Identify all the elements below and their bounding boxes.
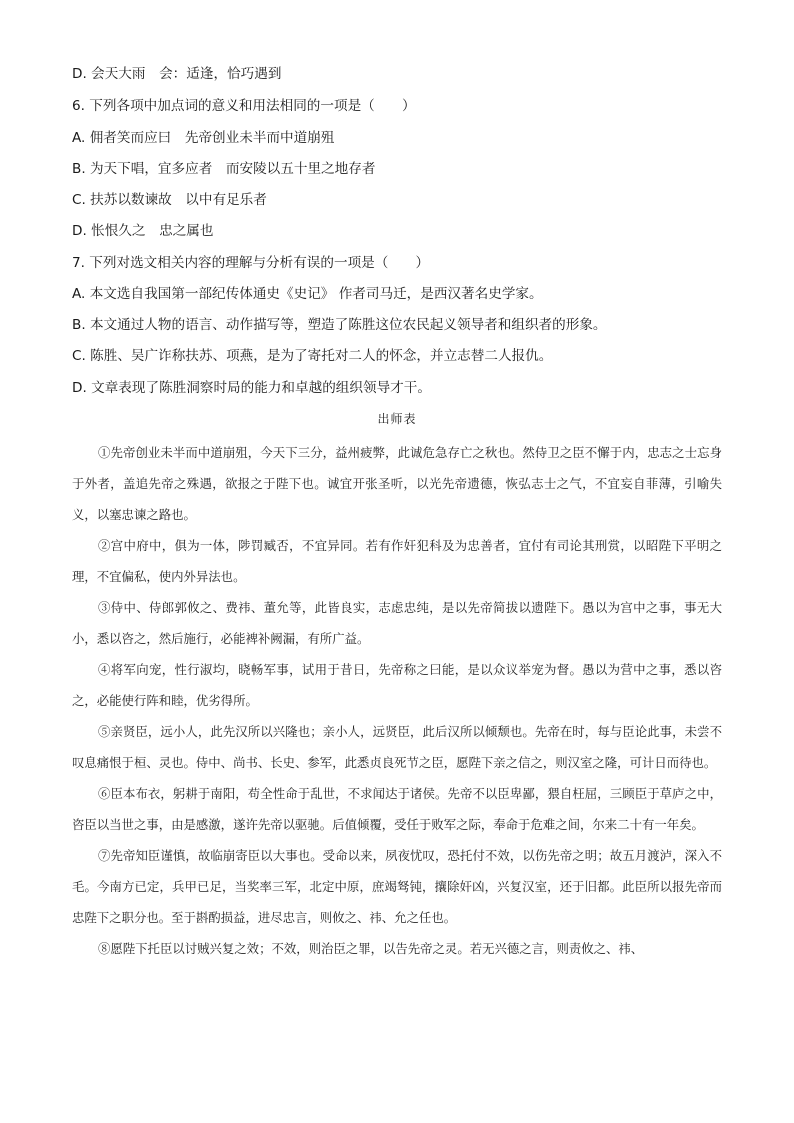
paragraph-6: ⑥臣本布衣，躬耕于南阳，苟全性命于乱世，不求闻达于诸侯。先帝不以臣卑鄙，猥自枉屈，三顾臣于草庐之中，咨臣以当世之事，由是感激，遂许先帝以驱驰。后值倾覆，受任于败军之际，奉命于危难之间，尔来二十有一年矣。 bbox=[72, 786, 722, 832]
paragraph-5: ⑤亲贤臣，远小人，此先汉所以兴隆也；亲小人，远贤臣，此后汉所以倾颓也。先帝在时，每与臣论此事，未尝不叹息痛恨于桓、灵也。侍中、尚书、长史、参军，此悉贞良死节之臣，愿陛下亲之信之，则汉室之隆，可计日而待也。 bbox=[72, 724, 722, 770]
q7-stem: 7. 下列对选文相关内容的理解与分析有误的一项是（ ） bbox=[72, 255, 430, 271]
q7-option-a: A. 本文选自我国第一部纪传体通史《史记》 作者司马迁，是西汉著名史学家。 bbox=[72, 286, 543, 302]
q6-option-c: C. 扶苏以数谏故 以中有足乐者 bbox=[72, 192, 267, 208]
q7-option-c: C. 陈胜、吴广诈称扶苏、项燕，是为了寄托对二人的怀念，并立志替二人报仇。 bbox=[72, 348, 553, 364]
q6-option-b: B. 为天下唱，宜多应者 而安陵以五十里之地存者 bbox=[72, 161, 376, 177]
paragraph-7: ⑦先帝知臣谨慎，故临崩寄臣以大事也。受命以来，夙夜忧叹，恐托付不效，以伤先帝之明；故五月渡泸，深入不毛。今南方已定，兵甲已足，当奖率三军，北定中原，庶竭驽钝，攘除奸凶，兴复汉室，还于旧都。此臣所以报先帝而忠陛下之职分也。至于斟酌损益，进尽忠言，则攸之、祎、允之任也。 bbox=[72, 848, 722, 925]
q6-stem: 6. 下列各项中加点词的意义和用法相同的一项是（ ） bbox=[72, 98, 416, 114]
passage-body bbox=[72, 437, 722, 964]
q7-option-d: D. 文章表现了陈胜洞察时局的能力和卓越的组织领导才干。 bbox=[72, 380, 431, 396]
q7-option-b: B. 本文通过人物的语言、动作描写等，塑造了陈胜这位农民起义领导者和组织者的形象。 bbox=[72, 317, 607, 333]
paragraph-2: ②宫中府中，俱为一体，陟罚臧否，不宜异同。若有作奸犯科及为忠善者，宜付有司论其刑赏，以昭陛下平明之理，不宜偏私，使内外异法也。 bbox=[72, 538, 722, 584]
paragraph-1: ①先帝创业未半而中道崩殂，今天下三分，益州疲弊，此诚危急存亡之秋也。然侍卫之臣不懈于内，忠志之士忘身于外者，盖追先帝之殊遇，欲报之于陛下也。诚宜开张圣听，以光先帝遗德，恢弘志士之气，不宜妄自菲薄，引喻失义，以塞忠谏之路也。 bbox=[72, 445, 722, 522]
passage-title: 出师表 bbox=[377, 412, 417, 426]
q6-option-a: A. 佣者笑而应曰 先帝创业未半而中道崩殂 bbox=[72, 130, 335, 146]
q6-option-d: D. 怅恨久之 忠之属也 bbox=[72, 223, 214, 239]
paragraph-4: ④将军向宠，性行淑均，晓畅军事，试用于昔日，先帝称之曰能，是以众议举宠为督。愚以为营中之事，悉以咨之，必能使行阵和睦，优劣得所。 bbox=[72, 662, 722, 708]
paragraph-8: ⑧愿陛下托臣以讨贼兴复之效；不效，则治臣之罪，以告先帝之灵。若无兴德之言，则责攸之、祎、 bbox=[98, 941, 644, 956]
q5-option-d: D. 会天大雨 会：适逢，恰巧遇到 bbox=[72, 66, 282, 82]
paragraph-3: ③侍中、侍郎郭攸之、费祎、董允等，此皆良实，志虑忠纯，是以先帝简拔以遗陛下。愚以为宫中之事，事无大小，悉以咨之，然后施行，必能裨补阙漏，有所广益。 bbox=[72, 600, 722, 646]
